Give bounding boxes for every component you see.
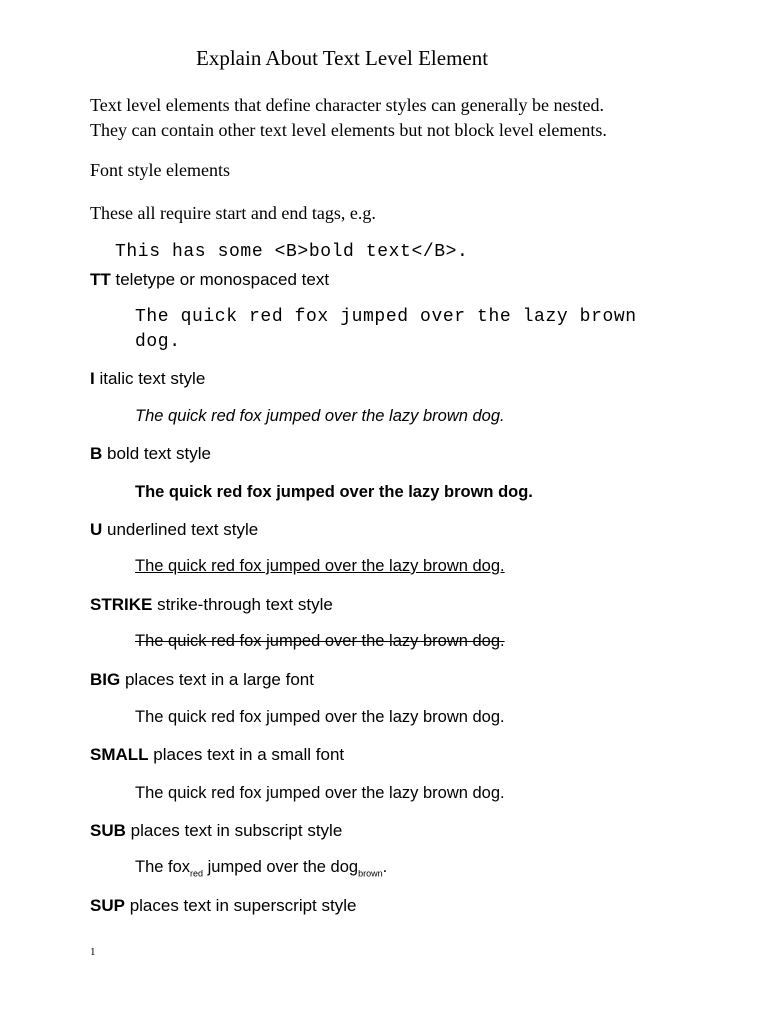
small-label: [90, 745, 344, 765]
sub-sample-subscript-red: red: [190, 868, 204, 879]
strike-label: [90, 595, 333, 615]
tt-label: [90, 270, 329, 290]
tt-sample-line-2: dog.: [135, 332, 181, 352]
underline-sample: The quick red fox jumped over the lazy brown dog.: [135, 557, 505, 575]
small-tag: SMALL: [90, 745, 149, 764]
sub-sample-subscript-brown: brown: [358, 868, 383, 879]
bold-tag: B: [90, 444, 103, 463]
require-tags-text: These all require start and end tags, e.g.: [90, 203, 376, 223]
underline-label: [90, 520, 258, 540]
sub-label: [90, 821, 342, 841]
tt-sample: [135, 305, 695, 355]
strike-tag: STRIKE: [90, 595, 153, 614]
sub-desc: places text in subscript style: [125, 821, 343, 840]
sub-tag: SUB: [90, 821, 126, 840]
underline-desc: underlined text style: [102, 520, 259, 539]
bold-sample: The quick red fox jumped over the lazy brown dog.: [135, 483, 533, 501]
sup-label: [90, 896, 356, 916]
italic-tag: I: [90, 369, 95, 388]
big-tag: BIG: [90, 670, 121, 689]
tt-desc: teletype or monospaced text: [110, 270, 330, 289]
font-style-heading: Font style elements: [90, 160, 230, 180]
small-desc: places text in a small font: [148, 745, 345, 764]
intro-line-1: Text level elements that define character styles can generally be nested.: [90, 95, 605, 115]
italic-desc: italic text style: [94, 369, 206, 388]
sup-tag: SUP: [90, 896, 125, 915]
intro-line-2: They can contain other text level elements but not block level elements.: [90, 120, 607, 140]
strike-desc: strike-through text style: [152, 595, 333, 614]
tt-tag: TT: [90, 270, 111, 289]
page-title: Explain About Text Level Element: [196, 46, 489, 70]
example-code: This has some <B>bold text</B>.: [115, 242, 469, 262]
tt-sample-line-1: The quick red fox jumped over the lazy brown: [135, 307, 637, 327]
italic-label: [90, 369, 205, 389]
sup-desc: places text in superscript style: [124, 896, 357, 915]
underline-tag: U: [90, 520, 103, 539]
big-desc: places text in a large font: [120, 670, 314, 689]
big-label: [90, 670, 314, 690]
sub-sample: [135, 858, 387, 878]
big-sample: The quick red fox jumped over the lazy brown dog.: [135, 708, 505, 726]
sub-sample-part-2: jumped over the dog: [203, 858, 359, 876]
sub-sample-part-3: .: [382, 858, 388, 876]
bold-desc: bold text style: [102, 444, 211, 463]
intro-paragraph: [90, 93, 730, 143]
strike-sample: The quick red fox jumped over the lazy brown dog.: [135, 632, 505, 650]
page-number: 1: [90, 946, 96, 958]
sub-sample-part-1: The fox: [135, 858, 191, 876]
small-sample: The quick red fox jumped over the lazy brown dog.: [135, 784, 505, 802]
bold-label: [90, 444, 211, 464]
italic-sample: The quick red fox jumped over the lazy brown dog.: [135, 407, 505, 425]
